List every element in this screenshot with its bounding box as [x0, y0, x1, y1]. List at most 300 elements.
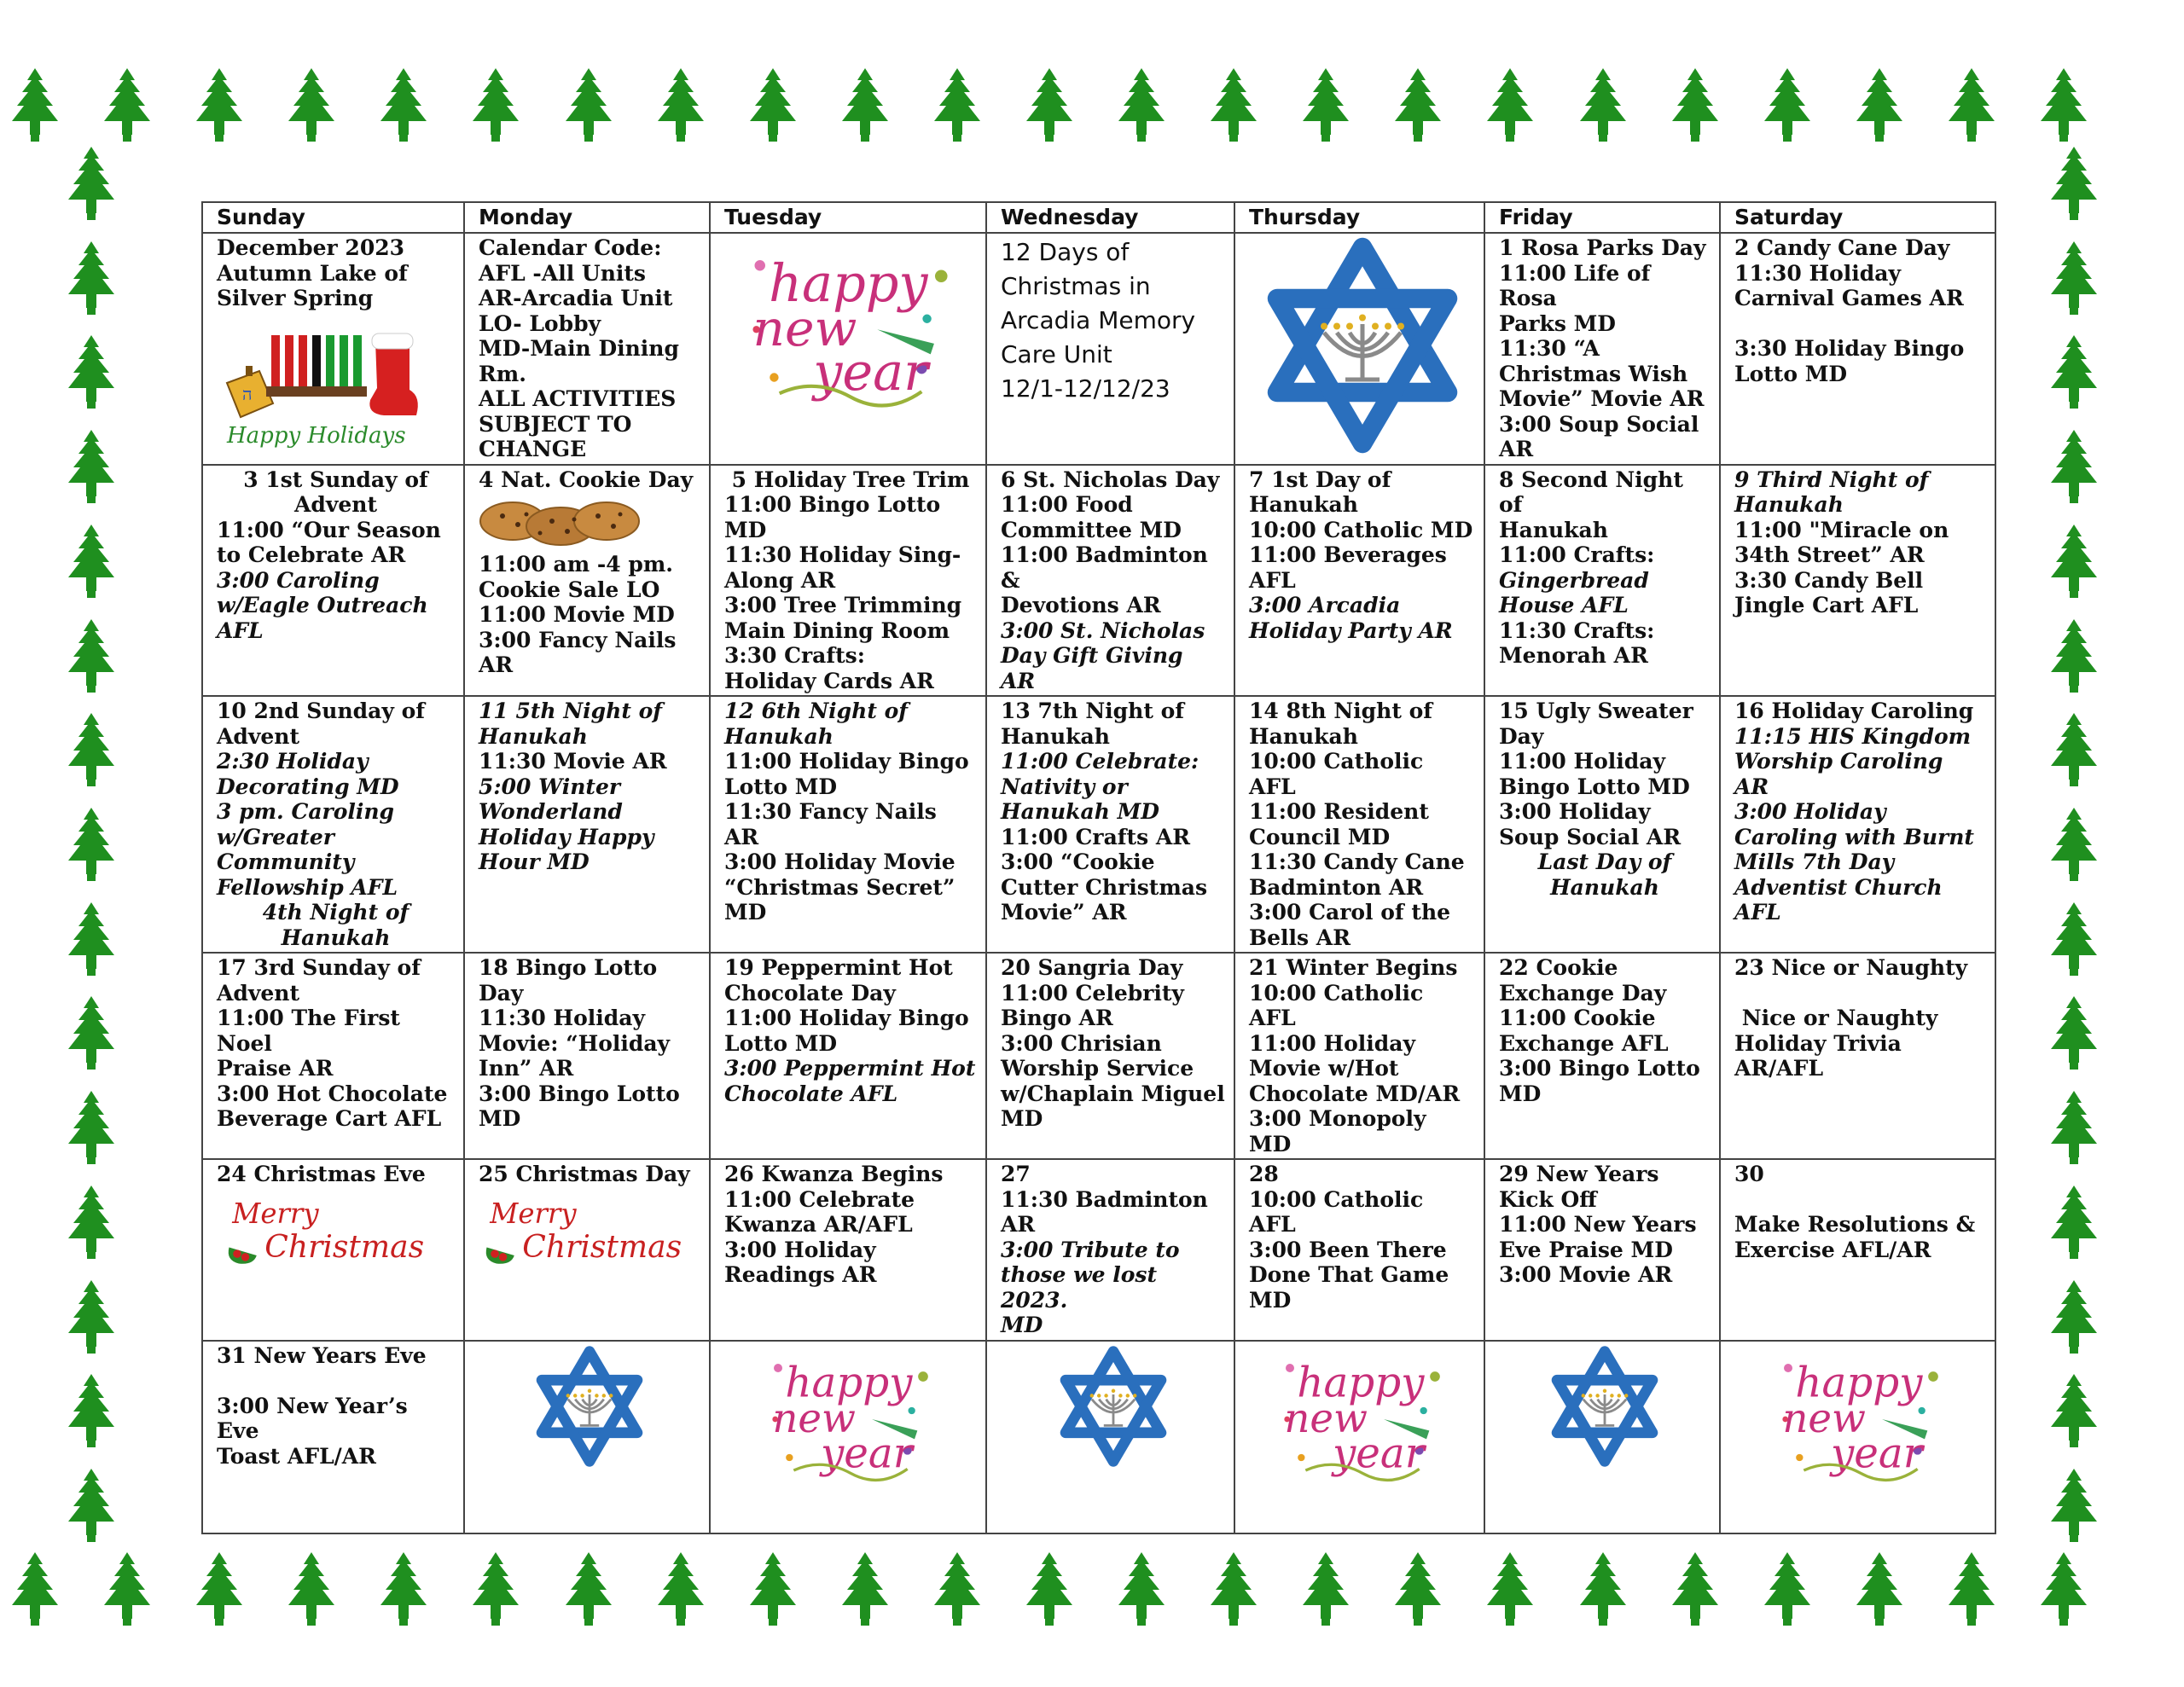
activity-line: 3:00 “Cookie — [1001, 849, 1155, 874]
activity-line: 17 3rd Sunday of — [217, 955, 421, 980]
activity-line — [1734, 981, 1986, 1006]
activity-line: Advent — [217, 980, 300, 1006]
activity-line: Hanukah — [1734, 492, 1844, 517]
activity-line: 23 Nice or Naughty — [1734, 955, 1968, 980]
activity-line: Chocolate Day — [724, 980, 896, 1006]
activity-line: 11:30 Holiday — [1734, 260, 1902, 286]
activity-line: Advent — [217, 723, 300, 749]
activity-line: 11:15 HIS Kingdom — [1734, 723, 1972, 749]
activity-line: 3:00 Soup Social — [1499, 411, 1699, 437]
weekday-header-row — [202, 202, 1995, 233]
activity-line: 9 Third Night of — [1734, 467, 1929, 492]
day-cell — [464, 465, 710, 697]
activity-line: Exchange Day — [1499, 980, 1667, 1006]
day-cell — [1484, 465, 1720, 697]
activity-line: 3:00 Carol of the — [1249, 900, 1451, 925]
activity-line: 11:30 Holiday Sing- — [724, 542, 961, 567]
happy-new-year-image — [724, 239, 977, 413]
day-cell — [464, 233, 710, 465]
activity-line: 25 Christmas Day — [479, 1162, 690, 1186]
day-cell — [1484, 233, 1720, 465]
activity-line: Christmas Wish — [1499, 361, 1688, 386]
activity-line: Readings AR — [724, 1262, 877, 1287]
svg-text:happy: happy — [769, 253, 928, 314]
activity-line: Holiday Cards AR — [724, 668, 934, 693]
activity-line: Hanukah — [1550, 874, 1659, 900]
weekday-header: Friday — [1484, 202, 1720, 233]
day-cell — [202, 465, 464, 697]
happy-new-year-image — [724, 1347, 977, 1487]
activity-line: Along AR — [724, 567, 836, 593]
activity-line: 11:30 Fancy Nails AR — [724, 799, 944, 849]
activity-line: Beverage Cart AFL — [217, 1106, 442, 1131]
tree-icon — [2048, 523, 2100, 605]
tree-icon — [2048, 1372, 2100, 1454]
activity-line: 11:00 “Our Season — [217, 517, 441, 542]
day-cell — [1234, 1341, 1484, 1533]
activity-line: Make Resolutions & — [1734, 1212, 1976, 1237]
activity-line: Hanukah — [1249, 492, 1358, 517]
activity-line: Inn” AR — [479, 1056, 574, 1081]
svg-text:year: year — [1830, 1429, 1923, 1478]
activity-line: 11:00 Crafts: — [1499, 542, 1655, 567]
activity-line: December 2023 — [217, 235, 405, 260]
tree-icon — [377, 1551, 430, 1632]
tree-icon — [377, 67, 430, 148]
day-cell — [202, 1159, 464, 1341]
tree-icon — [1853, 1551, 1906, 1632]
day-cell — [710, 953, 986, 1159]
tree-icon — [469, 1551, 522, 1632]
day-cell — [1720, 1341, 1995, 1533]
activity-line: Chocolate MD/AR — [1249, 1081, 1461, 1106]
weekday-header: Wednesday — [986, 202, 1234, 233]
activity-line: 7 1st Day of — [1249, 467, 1391, 492]
activity-line: Soup Social AR — [1499, 824, 1682, 849]
activity-line: MD — [1499, 1081, 1542, 1106]
activity-line: 18 Bingo Lotto Day — [479, 955, 665, 1006]
activity-line: Eve Praise MD — [1499, 1237, 1673, 1262]
activity-line: Day Gift Giving — [1001, 643, 1183, 668]
tree-icon — [65, 145, 118, 227]
day-cell — [1234, 696, 1484, 953]
activity-line: Hanukah MD — [1001, 799, 1159, 824]
activity-line: w/Chaplain Miguel — [1001, 1081, 1225, 1106]
activity-line: 3:00 Bingo Lotto — [479, 1081, 680, 1106]
activity-line: Autumn Lake of — [217, 260, 408, 286]
day-cell — [1720, 696, 1995, 953]
activity-line: 11:00 Bingo Lotto — [724, 492, 941, 517]
activity-line: 1 Rosa Parks Day — [1499, 235, 1706, 260]
tree-icon — [65, 523, 118, 605]
tree-icon — [469, 67, 522, 148]
activity-line: Bingo Lotto MD — [1499, 774, 1690, 799]
day-cell — [1484, 1159, 1720, 1341]
day-cell — [1720, 1159, 1995, 1341]
week-row — [202, 696, 1995, 953]
tree-icon — [2048, 994, 2100, 1076]
tree-icon — [2048, 1184, 2100, 1266]
day-cell — [1484, 696, 1720, 953]
activity-line: Movie” Movie AR — [1499, 386, 1705, 411]
tree-border-left — [58, 0, 177, 1687]
svg-text:Christmas: Christmas — [264, 1228, 425, 1265]
activity-line: 3:00 Arcadia — [1249, 593, 1401, 617]
day-cell — [202, 696, 464, 953]
svg-text:happy: happy — [785, 1358, 913, 1406]
weekday-header: Thursday — [1234, 202, 1484, 233]
activity-line: 11:30 Holiday — [479, 1006, 646, 1030]
tree-icon — [654, 67, 707, 148]
tree-border-right — [2041, 0, 2160, 1687]
tree-icon — [65, 617, 118, 699]
activity-line: MD — [1001, 1106, 1043, 1131]
activity-line: 11:00 Movie MD — [479, 602, 675, 627]
activity-line: Parks MD — [1499, 310, 1616, 336]
tree-icon — [1577, 1551, 1629, 1632]
tree-icon — [2048, 617, 2100, 699]
activity-line: AR/AFL — [1734, 1056, 1824, 1081]
activity-line: 11:00 Cookie — [1499, 1006, 1656, 1030]
tree-icon — [1761, 1551, 1814, 1632]
tree-icon — [2048, 333, 2100, 415]
activity-line: Hanukah — [1249, 723, 1358, 749]
tree-icon — [1207, 1551, 1260, 1632]
tree-icon — [2048, 901, 2100, 983]
activity-line: 3:00 Peppermint Hot — [724, 1056, 976, 1081]
tree-icon — [654, 1551, 707, 1632]
tree-icon — [1669, 67, 1722, 148]
tree-icon — [1115, 1551, 1168, 1632]
weekday-header: Sunday — [202, 202, 464, 233]
activity-line: Care Unit — [1001, 340, 1112, 368]
activity-line: Committee MD — [1001, 517, 1182, 542]
activity-line: Worship Caroling — [1734, 749, 1943, 774]
day-cell — [710, 696, 986, 953]
activity-line: AR — [1499, 437, 1534, 461]
activity-line: 16 Holiday Caroling — [1734, 699, 1974, 723]
activity-line: 11:00 Life of Rosa — [1499, 260, 1658, 310]
activity-line: 20 Sangria Day — [1001, 955, 1183, 980]
day-cell — [710, 465, 986, 697]
activity-line: 11 5th Night of — [479, 699, 663, 723]
tree-border-top — [0, 58, 2184, 177]
merry-christmas-image — [479, 1191, 700, 1275]
activity-line: 10 2nd Sunday of — [217, 699, 425, 723]
activity-line: AR-Arcadia Unit — [479, 286, 673, 310]
activity-line: 11:30 Crafts: — [1499, 617, 1655, 643]
activity-line: Movie” AR — [1001, 900, 1127, 925]
activity-line: 10:00 Catholic AFL — [1249, 1186, 1431, 1237]
day-cell — [1234, 233, 1484, 465]
activity-line: 3:00 Holiday — [1734, 799, 1886, 824]
activity-line: Hanukah — [281, 925, 391, 950]
day-cell — [464, 953, 710, 1159]
activity-line: Lotto MD — [724, 774, 838, 799]
activity-line: 11:00 Holiday Bingo — [724, 749, 969, 774]
tree-icon — [1391, 67, 1444, 148]
star-of-david-icon — [479, 1347, 700, 1470]
activity-line: Hanukah — [724, 723, 834, 749]
activity-line: 2:30 Holiday — [217, 749, 369, 774]
day-cell — [986, 1159, 1234, 1341]
tree-icon — [562, 1551, 615, 1632]
week-row — [202, 953, 1995, 1159]
activity-line: 29 New Years — [1499, 1162, 1659, 1186]
activity-line: 11:00 New Years — [1499, 1212, 1697, 1237]
activity-line: AFL -All Units — [479, 260, 646, 286]
tree-icon — [1945, 1551, 1998, 1632]
activity-line: 3:00 Movie AR — [1499, 1262, 1673, 1287]
tree-icon — [1299, 67, 1352, 148]
day-cell — [1720, 233, 1995, 465]
activity-line: 3 pm. Caroling — [217, 799, 395, 824]
happy-holidays-image — [217, 315, 455, 455]
day-cell — [1720, 953, 1995, 1159]
tree-icon — [746, 1551, 799, 1632]
activity-line: Gingerbread — [1499, 567, 1649, 593]
tree-icon — [285, 1551, 338, 1632]
activity-line: 11:30 “A — [1499, 336, 1600, 361]
activity-line: Bingo AR — [1001, 1006, 1113, 1030]
activity-line: Holiday Party AR — [1249, 617, 1453, 643]
activity-line: 28 — [1249, 1162, 1279, 1186]
tree-icon — [65, 1089, 118, 1171]
activity-line: Caroling with Burnt — [1734, 824, 1974, 849]
activity-line: House AFL — [1499, 593, 1629, 617]
activity-line: Cookie Sale LO — [479, 577, 660, 602]
activity-line: Holiday Happy — [479, 824, 654, 849]
svg-text:Happy Holidays: Happy Holidays — [227, 422, 406, 449]
week-row — [202, 1159, 1995, 1341]
happy-new-year-image — [1734, 1347, 1986, 1487]
tree-icon — [2048, 1278, 2100, 1360]
activity-line: AR — [1001, 1212, 1036, 1237]
activity-line: LO- Lobby — [479, 310, 601, 336]
activity-line: Rm. — [479, 361, 526, 386]
tree-icon — [1115, 67, 1168, 148]
day-cell — [986, 696, 1234, 953]
activity-line: 10:00 Catholic MD — [1249, 517, 1473, 542]
tree-icon — [1023, 67, 1076, 148]
activity-line: Devotions AR — [1001, 593, 1161, 617]
star-of-david-icon — [1249, 239, 1475, 455]
svg-text:ה: ה — [242, 383, 253, 404]
activity-line: Bells AR — [1249, 925, 1350, 950]
svg-text:year: year — [821, 1429, 913, 1478]
merry-christmas-image — [217, 1191, 455, 1275]
tree-icon — [193, 1551, 246, 1632]
svg-text:happy: happy — [1296, 1358, 1424, 1406]
activity-line: 11:00 Celebrate — [724, 1186, 915, 1212]
activity-line: Kick Off — [1499, 1186, 1597, 1212]
activity-line: Calendar Code: — [479, 235, 662, 260]
activity-line: 8 Second Night of — [1499, 467, 1691, 517]
day-cell — [202, 1341, 464, 1533]
tree-icon — [285, 67, 338, 148]
activity-line: 31 New Years Eve — [217, 1342, 427, 1368]
activity-line: SUBJECT TO — [479, 411, 632, 437]
star-of-david-icon — [1001, 1347, 1225, 1470]
tree-icon — [839, 1551, 892, 1632]
activity-line: Jingle Cart AFL — [1734, 593, 1919, 617]
day-cell — [710, 1341, 986, 1533]
svg-text:year: year — [813, 343, 929, 403]
activity-line: 11:00 The First Noel — [217, 1006, 408, 1056]
cookies-image — [479, 496, 700, 552]
tree-icon — [1207, 67, 1260, 148]
day-cell — [986, 1341, 1234, 1533]
activity-line: MD-Main Dining — [479, 336, 679, 361]
activity-line: Decorating MD — [217, 774, 399, 799]
svg-text:Merry: Merry — [490, 1197, 577, 1230]
activity-line: 10:00 Catholic AFL — [1249, 980, 1431, 1030]
activity-line: Exchange AFL — [1499, 1030, 1669, 1056]
day-cell — [1234, 465, 1484, 697]
activity-line: 3:00 St. Nicholas — [1001, 617, 1205, 643]
activity-line: 3:00 Fancy Nails — [479, 627, 677, 652]
activity-line: Cutter Christmas — [1001, 874, 1208, 900]
tree-icon — [839, 67, 892, 148]
activity-line: Praise AR — [217, 1056, 334, 1081]
svg-text:new: new — [772, 1395, 856, 1442]
activity-line — [1734, 311, 1986, 337]
activity-line: 30 — [1734, 1162, 1764, 1186]
activity-line: to Celebrate AR — [217, 542, 406, 567]
day-cell — [710, 233, 986, 465]
activity-line: 3 1st Sunday of — [243, 467, 428, 492]
activity-line: Day — [1499, 723, 1544, 749]
tree-icon — [65, 806, 118, 888]
activity-line: Main Dining Room — [724, 617, 950, 643]
tree-icon — [193, 67, 246, 148]
activity-line: 3:00 Tribute to — [1001, 1237, 1180, 1262]
activity-line: AR — [1734, 774, 1769, 799]
svg-text:Merry: Merry — [232, 1197, 319, 1230]
activity-line: AFL — [1249, 567, 1296, 593]
activity-line: Done That Game — [1249, 1262, 1449, 1287]
activity-line: Menorah AR — [1499, 643, 1648, 668]
activity-line — [1734, 1187, 1986, 1213]
activity-line: 2 Candy Cane Day — [1734, 235, 1950, 260]
svg-text:Christmas: Christmas — [522, 1228, 682, 1265]
activity-line: Kwanza AR/AFL — [724, 1212, 913, 1237]
activity-line: Wonderland — [479, 799, 623, 824]
activity-line: MD — [1249, 1131, 1292, 1157]
tree-icon — [1577, 67, 1629, 148]
activity-line: w/Greater — [217, 824, 334, 849]
activity-line: Hour MD — [479, 849, 590, 874]
activity-line: MD — [1249, 1287, 1292, 1313]
tree-icon — [1391, 1551, 1444, 1632]
tree-icon — [1669, 1551, 1722, 1632]
activity-line: 4th Night of — [262, 900, 410, 925]
calendar-table — [201, 201, 1996, 1534]
day-cell — [1720, 465, 1995, 697]
day-cell — [710, 1159, 986, 1341]
activity-line: 3:00 Chrisian — [1001, 1030, 1162, 1056]
activity-line: Toast AFL/AR — [217, 1443, 376, 1469]
day-cell — [202, 233, 464, 465]
activity-line: 11:30 Candy Cane — [1249, 849, 1465, 874]
tree-icon — [2048, 428, 2100, 510]
tree-icon — [65, 901, 118, 983]
activity-line: Council MD — [1249, 824, 1391, 849]
activity-line: Last Day of — [1537, 849, 1672, 874]
activity-line: MD — [479, 1106, 521, 1131]
activity-line: 11:00 Holiday — [1249, 1030, 1416, 1056]
activity-line: Badminton AR — [1249, 874, 1424, 900]
activity-line — [217, 1368, 455, 1394]
activity-line: 21 Winter Begins — [1249, 955, 1458, 980]
activity-line: Worship Service — [1001, 1056, 1194, 1081]
activity-line: AFL — [1734, 900, 1781, 925]
activity-line: 13 7th Night of — [1001, 699, 1185, 723]
activity-line: 34th Street” AR — [1734, 542, 1925, 567]
activity-line: CHANGE — [479, 437, 587, 461]
activity-line: 3:00 Tree Trimming — [724, 593, 962, 617]
tree-icon — [9, 1551, 61, 1632]
day-cell — [202, 953, 464, 1159]
tree-icon — [2048, 806, 2100, 888]
activity-line: 11:00 Holiday — [1499, 749, 1666, 774]
tree-icon — [65, 994, 118, 1076]
day-cell — [986, 233, 1234, 465]
activity-line: AR — [479, 652, 514, 677]
activity-line: 11:00 Food — [1001, 492, 1133, 517]
activity-line: Carnival Games AR — [1734, 286, 1964, 310]
activity-line: Nativity or — [1001, 774, 1128, 799]
tree-icon — [2048, 1467, 2100, 1549]
tree-icon — [2048, 1089, 2100, 1171]
activity-line: 4 Nat. Cookie Day — [479, 467, 694, 492]
weekday-header: Tuesday — [710, 202, 986, 233]
activity-line: 11:00 Badminton & — [1001, 542, 1216, 593]
tree-icon — [746, 67, 799, 148]
activity-line: “Christmas Secret” — [724, 874, 956, 900]
activity-line: 19 Peppermint Hot — [724, 955, 953, 980]
tree-icon — [931, 1551, 984, 1632]
activity-line: 6 St. Nicholas Day — [1001, 467, 1220, 492]
activity-line: 12 Days of — [1001, 238, 1130, 266]
activity-line: 11:00 am -4 pm. — [479, 552, 673, 577]
activity-line: 27 — [1001, 1162, 1031, 1186]
day-cell — [1484, 953, 1720, 1159]
activity-line: Lotto MD — [1734, 361, 1848, 386]
tree-icon — [1761, 67, 1814, 148]
tree-icon — [1299, 1551, 1352, 1632]
activity-line: Nice or Naughty — [1734, 1006, 1938, 1030]
activity-line: 3:00 Caroling — [217, 567, 380, 593]
activity-line: Fellowship AFL — [217, 874, 398, 900]
activity-line: 10:00 Catholic AFL — [1249, 749, 1431, 799]
activity-line: 3:30 Crafts: — [724, 643, 865, 668]
activity-line: 12 6th Night of — [724, 699, 909, 723]
activity-line: MD — [724, 900, 767, 925]
activity-line: Silver Spring — [217, 286, 374, 310]
activity-line: 11:00 "Miracle on — [1734, 517, 1949, 542]
activity-line: 11:30 Movie AR — [479, 749, 667, 774]
weekday-header: Saturday — [1720, 202, 1995, 233]
activity-line: Lotto MD — [724, 1030, 838, 1056]
activity-line: 3:00 New Year’s Eve — [217, 1393, 415, 1443]
week-row — [202, 233, 1995, 465]
tree-icon — [562, 67, 615, 148]
day-cell — [464, 1159, 710, 1341]
day-cell — [986, 953, 1234, 1159]
activity-line: 3:00 Bingo Lotto — [1499, 1056, 1700, 1081]
day-cell — [1484, 1341, 1720, 1533]
